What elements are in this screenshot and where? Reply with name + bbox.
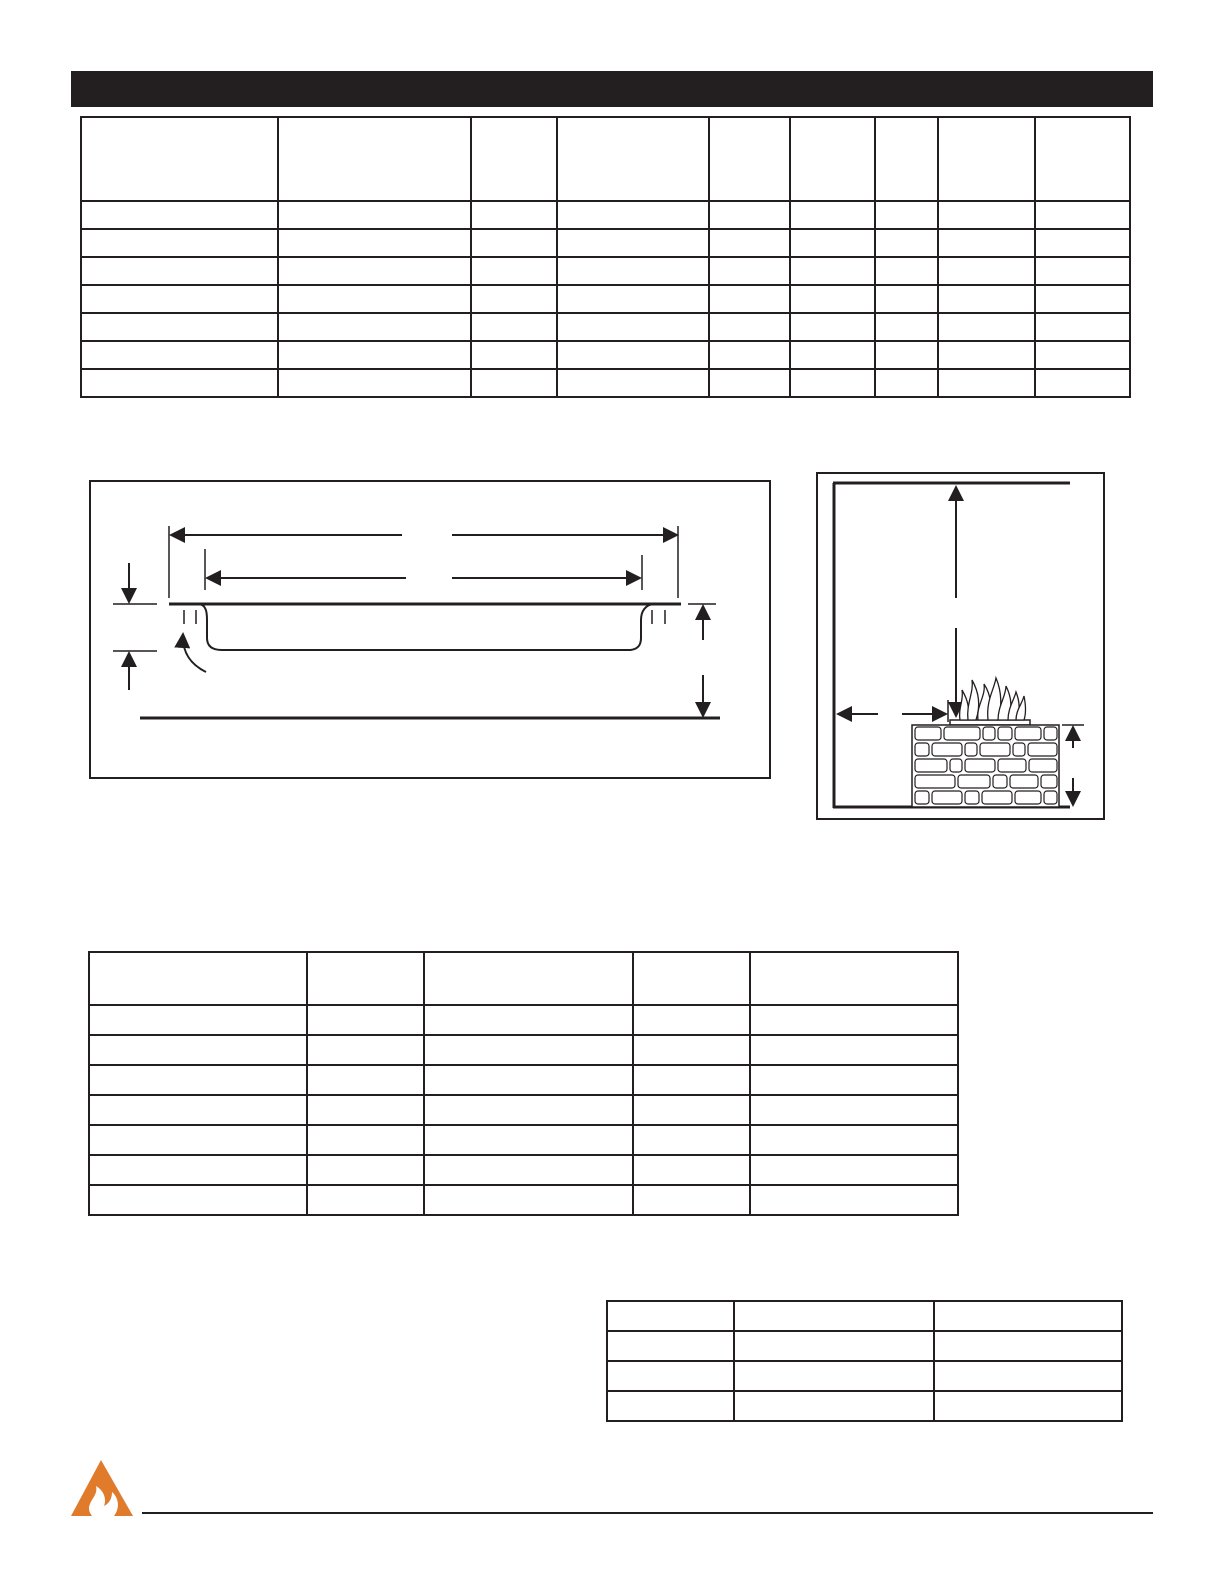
table-cell: [307, 1035, 424, 1065]
table-cell: [633, 1185, 750, 1215]
table-cell: [424, 1125, 633, 1155]
table-cell: [424, 1035, 633, 1065]
table-cell: [734, 1391, 934, 1421]
table-row: [89, 1185, 958, 1215]
table-cell: [89, 1155, 307, 1185]
table-cell: [734, 1331, 934, 1361]
table-cell: [934, 1361, 1122, 1391]
table-cell: [750, 1125, 958, 1155]
table-cell: [607, 1331, 734, 1361]
table-cell: [607, 1391, 734, 1421]
flame-logo-icon: [70, 1460, 134, 1518]
table-cell: [750, 1155, 958, 1185]
table-cell: [633, 1065, 750, 1095]
clearance-table: [88, 951, 959, 1216]
table-cell: [307, 1065, 424, 1095]
table-row: [89, 1125, 958, 1155]
table-header-cell: [89, 952, 307, 1005]
table-header-cell: [633, 952, 750, 1005]
table-cell: [750, 1095, 958, 1125]
table-cell: [750, 1035, 958, 1065]
table-cell: [934, 1331, 1122, 1361]
flames: [960, 678, 1026, 720]
table-row: [607, 1391, 1122, 1421]
table-cell: [89, 1005, 307, 1035]
table-header-cell: [734, 1301, 934, 1331]
table-header-cell: [607, 1301, 734, 1331]
table-cell: [424, 1095, 633, 1125]
table-header-cell: [424, 952, 633, 1005]
table-cell: [934, 1391, 1122, 1421]
table-row: [607, 1361, 1122, 1391]
table-cell: [734, 1361, 934, 1391]
table-header-row: [89, 952, 958, 1005]
table-cell: [307, 1125, 424, 1155]
table-row: [89, 1005, 958, 1035]
table-row: [89, 1095, 958, 1125]
table-cell: [307, 1095, 424, 1125]
table-cell: [750, 1065, 958, 1095]
table-row: [607, 1331, 1122, 1361]
table-cell: [750, 1005, 958, 1035]
table-cell: [307, 1005, 424, 1035]
table-row: [89, 1035, 958, 1065]
table-cell: [89, 1065, 307, 1095]
table-row: [89, 1155, 958, 1185]
table-cell: [633, 1125, 750, 1155]
table-cell: [750, 1185, 958, 1215]
table-cell: [307, 1155, 424, 1185]
table-cell: [633, 1035, 750, 1065]
small-table: [606, 1300, 1123, 1422]
table-header-row: [607, 1301, 1122, 1331]
table-header-cell: [750, 952, 958, 1005]
table-cell: [424, 1155, 633, 1185]
table-cell: [89, 1125, 307, 1155]
table-cell: [424, 1185, 633, 1215]
table-cell: [424, 1065, 633, 1095]
table-cell: [424, 1005, 633, 1035]
table-cell: [89, 1095, 307, 1125]
table-cell: [607, 1361, 734, 1391]
stones: [915, 727, 1057, 804]
table-row: [89, 1065, 958, 1095]
table-cell: [89, 1035, 307, 1065]
table-cell: [307, 1185, 424, 1215]
footer-rule: [142, 1512, 1153, 1514]
table-header-cell: [934, 1301, 1122, 1331]
table-cell: [89, 1185, 307, 1215]
table-header-cell: [307, 952, 424, 1005]
table-cell: [633, 1095, 750, 1125]
table-cell: [633, 1005, 750, 1035]
table-cell: [633, 1155, 750, 1185]
